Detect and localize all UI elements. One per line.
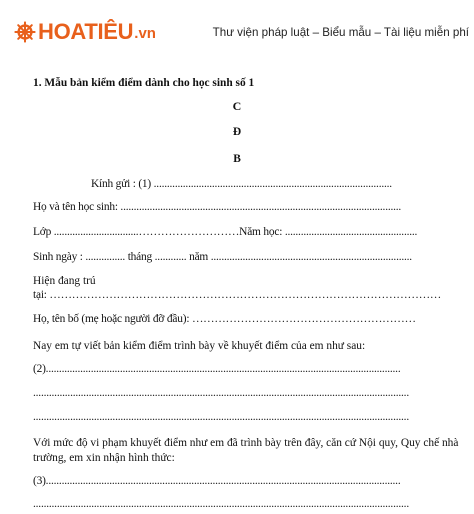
discipline-paragraph-1: Với mức độ vi phạm khuyết điểm như em đã trình bày trên đây, căn cứ Nội quy, Quy chế nhà — [33, 437, 459, 449]
residence-label: Hiện đang trú — [33, 275, 96, 287]
guardian-line: Họ, tên bố (mẹ hoặc người đỡ đầu): …………………………………………………… — [33, 313, 416, 325]
item-3-line: (3)...................................................................................................................................... — [33, 475, 401, 487]
section-title: 1. Mẫu bản kiểm điểm dành cho học sinh số 1 — [33, 77, 255, 89]
site-tagline: Thư viện pháp luật – Biểu mẫu – Tài liệu miễn phí — [212, 26, 469, 39]
blank-line-3: .............................................................................................................................................. — [33, 498, 409, 510]
national-title: C — [232, 99, 242, 113]
class-year-line: Lớp ................................………………………Năm học: .................................................. — [33, 226, 418, 238]
site-logo[interactable] — [14, 21, 156, 43]
recipient-line: Kính gửi : (1) .......................................................................................... — [91, 178, 392, 190]
discipline-paragraph-2: trường, em xin nhận hình thức: — [33, 452, 175, 464]
statement-intro: Nay em tự viết bản kiểm điểm trình bày về khuyết điểm của em như sau: — [33, 340, 366, 352]
logo-domain: .vn — [134, 25, 156, 42]
student-name-line: Họ và tên học sinh: .......................................................................................................... — [33, 201, 402, 213]
logo-text: HOATIÊU — [38, 19, 134, 44]
residence-line: tại: …………………………………………………………………………………………… — [33, 289, 442, 301]
birthdate-line: Sinh ngày : ............... tháng ............ năm ............................................................................ — [33, 251, 412, 263]
item-2-line: (2)...................................................................................................................................... — [33, 363, 401, 375]
blank-line-2: .............................................................................................................................................. — [33, 411, 409, 423]
document-title: B — [233, 153, 241, 165]
national-motto: Đ — [232, 126, 242, 138]
ship-wheel-icon — [14, 21, 36, 43]
site-header — [0, 0, 474, 64]
blank-line-1: .............................................................................................................................................. — [33, 387, 409, 399]
